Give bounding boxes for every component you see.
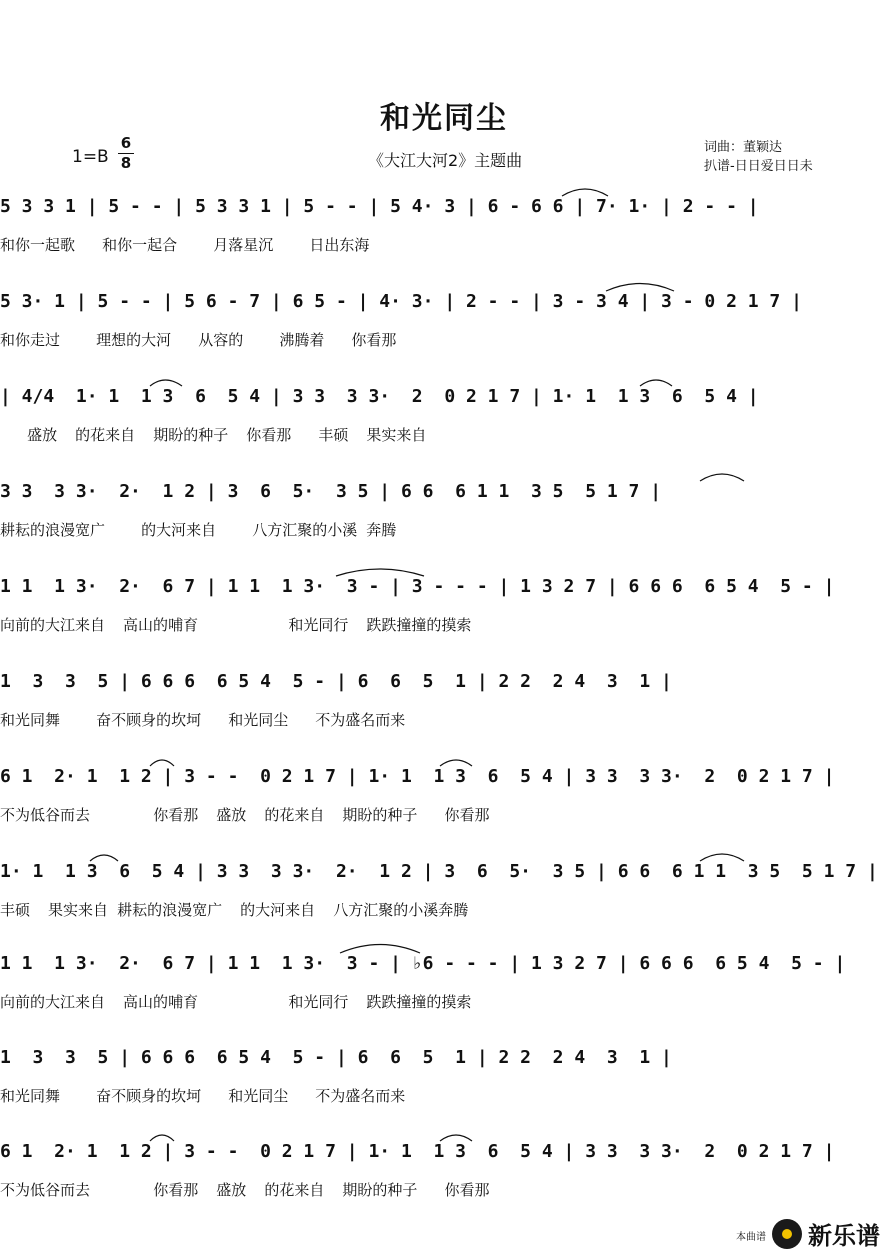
song-title: 和光同尘 — [380, 101, 508, 136]
slur-mark — [336, 569, 424, 576]
slur-mark — [150, 380, 182, 386]
note-line: 1 3 3 5 | 6 6 6 6 5 4 5 - | 6 6 5 1 | 2 2 2 4 3 1 | — [0, 1047, 672, 1068]
publisher-footer — [736, 1211, 880, 1251]
lyric-line: 不为低谷而去 你看那 盛放 的花来自 期盼的种子 你看那 — [0, 1181, 490, 1199]
slur-mark — [90, 855, 118, 861]
slur-mark — [700, 474, 744, 481]
note-line: 3 3 3 3· 2· 1 2 | 3 6 5· 3 5 | 6 6 6 1 1 3 5 5 1 7 | — [0, 481, 662, 502]
brand-name: 新乐谱 — [808, 1222, 880, 1250]
note-line: 1 1 1 3· 2· 6 7 | 1 1 1 3· 3 - | 3 - - - | 1 3 2 7 | 6 6 6 6 5 4 5 - | — [0, 576, 835, 597]
slur-mark — [440, 760, 472, 766]
lyric-line: 和光同舞 奋不顾身的坎坷 和光同尘 不为盛名而来 — [0, 711, 406, 729]
lyric-line: 向前的大江来自 高山的哺育 和光同行 跌跌撞撞的摸索 — [0, 616, 472, 634]
slur-mark — [440, 1135, 472, 1141]
time-denominator: 8 — [118, 153, 134, 173]
lyric-line: 盛放 的花来自 期盼的种子 你看那 丰硕 果实来自 — [0, 426, 427, 444]
note-line: | 4/4 1· 1 1 3 6 5 4 | 3 3 3 3· 2 0 2 1 7 | 1· 1 1 3 6 5 4 | — [0, 386, 759, 407]
note-line: 6 1 2· 1 1 2 | 3 - - 0 2 1 7 | 1· 1 1 3 6 5 4 | 3 3 3 3· 2 0 2 1 7 | — [0, 1141, 835, 1162]
lyric-line: 向前的大江来自 高山的哺育 和光同行 跌跌撞撞的摸索 — [0, 993, 472, 1011]
song-subtitle: 《大江大河2》主题曲 — [368, 151, 523, 170]
note-line: 5 3 3 1 | 5 - - | 5 3 3 1 | 5 - - | 5 4· 3 | 6 - 6 6 | 7· 1· | 2 - - | — [0, 196, 759, 217]
lyric-line: 和你一起歌 和你一起合 月落星沉 日出东海 — [0, 236, 370, 254]
slur-mark — [150, 760, 174, 766]
lyric-line: 和你走过 理想的大河 从容的 沸腾着 你看那 — [0, 331, 397, 349]
note-line: 6 1 2· 1 1 2 | 3 - - 0 2 1 7 | 1· 1 1 3 6 5 4 | 3 3 3 3· 2 0 2 1 7 | — [0, 766, 835, 787]
note-line: 1· 1 1 3 6 5 4 | 3 3 3 3· 2· 1 2 | 3 6 5· 3 5 | 6 6 6 1 1 3 5 5 1 7 | — [0, 861, 878, 882]
time-numerator: 6 — [120, 134, 132, 152]
lyricist-composer: 词曲：董颖达 — [704, 140, 783, 155]
note-line: 5 3· 1 | 5 - - | 5 6 - 7 | 6 5 - | 4· 3· | 2 - - | 3 - 3 4 | 3 - 0 2 1 7 | — [0, 291, 802, 312]
note-line: 1 1 1 3· 2· 6 7 | 1 1 1 3· 3 - | ♭6 - - - | 1 3 2 7 | 6 6 6 6 5 4 5 - | — [0, 953, 846, 974]
note-line: 1 3 3 5 | 6 6 6 6 5 4 5 - | 6 6 5 1 | 2 2 2 4 3 1 | — [0, 671, 672, 692]
slur-mark — [150, 1135, 174, 1141]
slur-mark — [700, 854, 744, 861]
slur-mark — [340, 945, 420, 954]
slur-mark — [606, 284, 674, 292]
slur-mark — [640, 380, 672, 386]
slur-mark — [562, 189, 608, 196]
transcriber: 扒谱-日日爱日日未 — [704, 159, 813, 174]
key-signature: 1=B — [72, 147, 109, 167]
lyric-line: 丰硕 果实来自 耕耘的浪漫宽广 的大河来自 八方汇聚的小溪奔腾 — [0, 901, 469, 919]
lyric-line: 不为低谷而去 你看那 盛放 的花来自 期盼的种子 你看那 — [0, 806, 490, 824]
lyric-line: 耕耘的浪漫宽广 的大河来自 八方汇聚的小溪 奔腾 — [0, 521, 397, 539]
record-logo-icon — [772, 1219, 802, 1249]
footer-small-text: 本曲谱 — [736, 1232, 766, 1243]
lyric-line: 和光同舞 奋不顾身的坎坷 和光同尘 不为盛名而来 — [0, 1087, 406, 1105]
